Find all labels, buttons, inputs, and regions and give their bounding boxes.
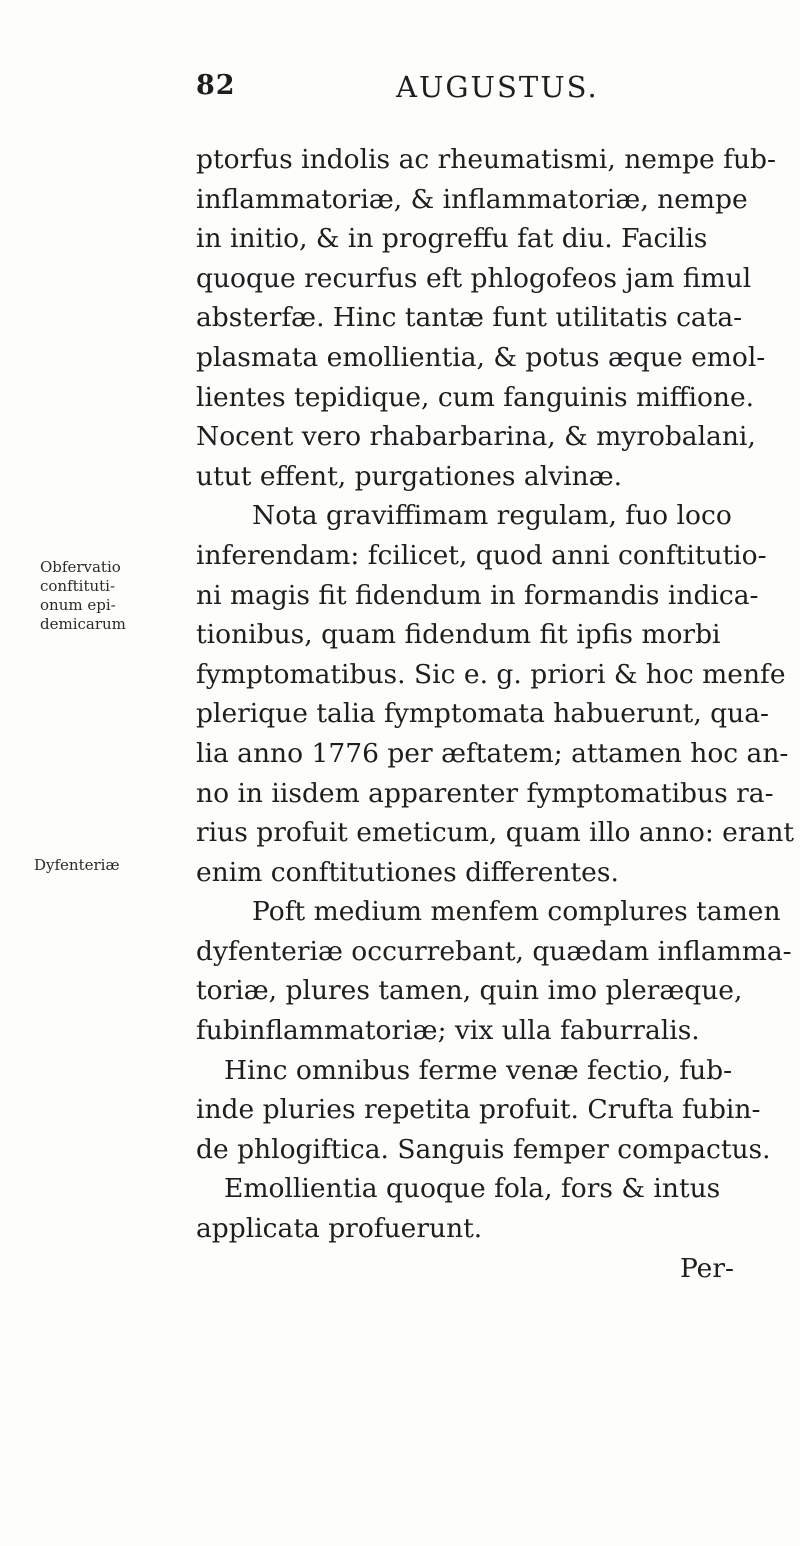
- text-line: plasmata emollientia, & potus æque emol-: [196, 341, 766, 373]
- marginal-note-line: Dyfenteriæ: [34, 856, 120, 874]
- marginal-note-line: Obfervatio: [40, 558, 121, 576]
- text-line: lia anno 1776 per æftatem; attamen hoc an-: [196, 737, 789, 769]
- marginal-note-line: demicarum: [40, 615, 126, 633]
- text-line: ptorfus indolis ac rheumatismi, nempe fub-: [196, 144, 776, 175]
- running-title: AUGUSTUS.: [396, 70, 599, 104]
- text-line: Hinc omnibus ferme venæ fectio, fub-: [224, 1054, 733, 1086]
- text-line: quoque recurfus eft phlogofeos jam fimul: [196, 262, 752, 294]
- text-line: inde pluries repetita profuit. Crufta fubin-: [196, 1094, 761, 1126]
- marginal-note-dysenteriae: [34, 856, 120, 875]
- text-line: no in iisdem apparenter fymptomatibus ra-: [196, 777, 774, 809]
- text-line: enim conftitutiones differentes.: [196, 856, 619, 888]
- text-line: fymptomatibus. Sic e. g. priori & hoc menfe: [196, 658, 786, 690]
- text-line: Poft medium menfem complures tamen: [252, 896, 781, 928]
- catchword: Per-: [680, 1252, 734, 1284]
- text-line: tionibus, quam fidendum fit ipfis morbi: [196, 619, 721, 651]
- text-line: lientes tepidique, cum fanguinis miffione.: [196, 381, 755, 413]
- text-line: toriæ, plures tamen, quin imo pleræque,: [196, 975, 743, 1007]
- text-line: plerique talia fymptomata habuerunt, qua-: [196, 698, 769, 730]
- text-line: Emollientia quoque fola, fors & intus: [224, 1173, 721, 1205]
- text-line: Nota graviffimam regulam, fuo loco: [252, 500, 732, 532]
- text-line: applicata profuerunt.: [196, 1213, 483, 1245]
- text-line: rius profuit emeticum, quam illo anno: erant: [196, 817, 795, 849]
- running-head: [196, 70, 756, 110]
- marginal-note-line: conftituti-: [40, 577, 116, 595]
- text-line: absterfæ. Hinc tantæ funt utilitatis cata-: [196, 302, 743, 334]
- text-line: ni magis fit fidendum in formandis indica-: [196, 579, 759, 611]
- text-line: dyfenteriæ occurrebant, quædam inflamma-: [196, 935, 792, 967]
- marginal-note-observatio: [40, 558, 126, 634]
- text-line: utut effent, purgationes alvinæ.: [196, 460, 623, 492]
- text-line: inflammatoriæ, & inflammatoriæ, nempe: [196, 183, 748, 215]
- page-number: 82: [196, 70, 236, 101]
- text-line: inferendam: fcilicet, quod anni conftitutio-: [196, 539, 767, 571]
- text-line: in initio, & in progreffu fat diu. Facilis: [196, 223, 708, 255]
- text-line: fubinflammatoriæ; vix ulla faburralis.: [196, 1015, 700, 1047]
- text-line: Nocent vero rhabarbarina, & myrobalani,: [196, 421, 756, 453]
- text-line: de phlogiftica. Sanguis femper compactus.: [196, 1133, 771, 1165]
- body-text: [196, 140, 795, 1288]
- marginal-note-line: onum epi-: [40, 596, 116, 614]
